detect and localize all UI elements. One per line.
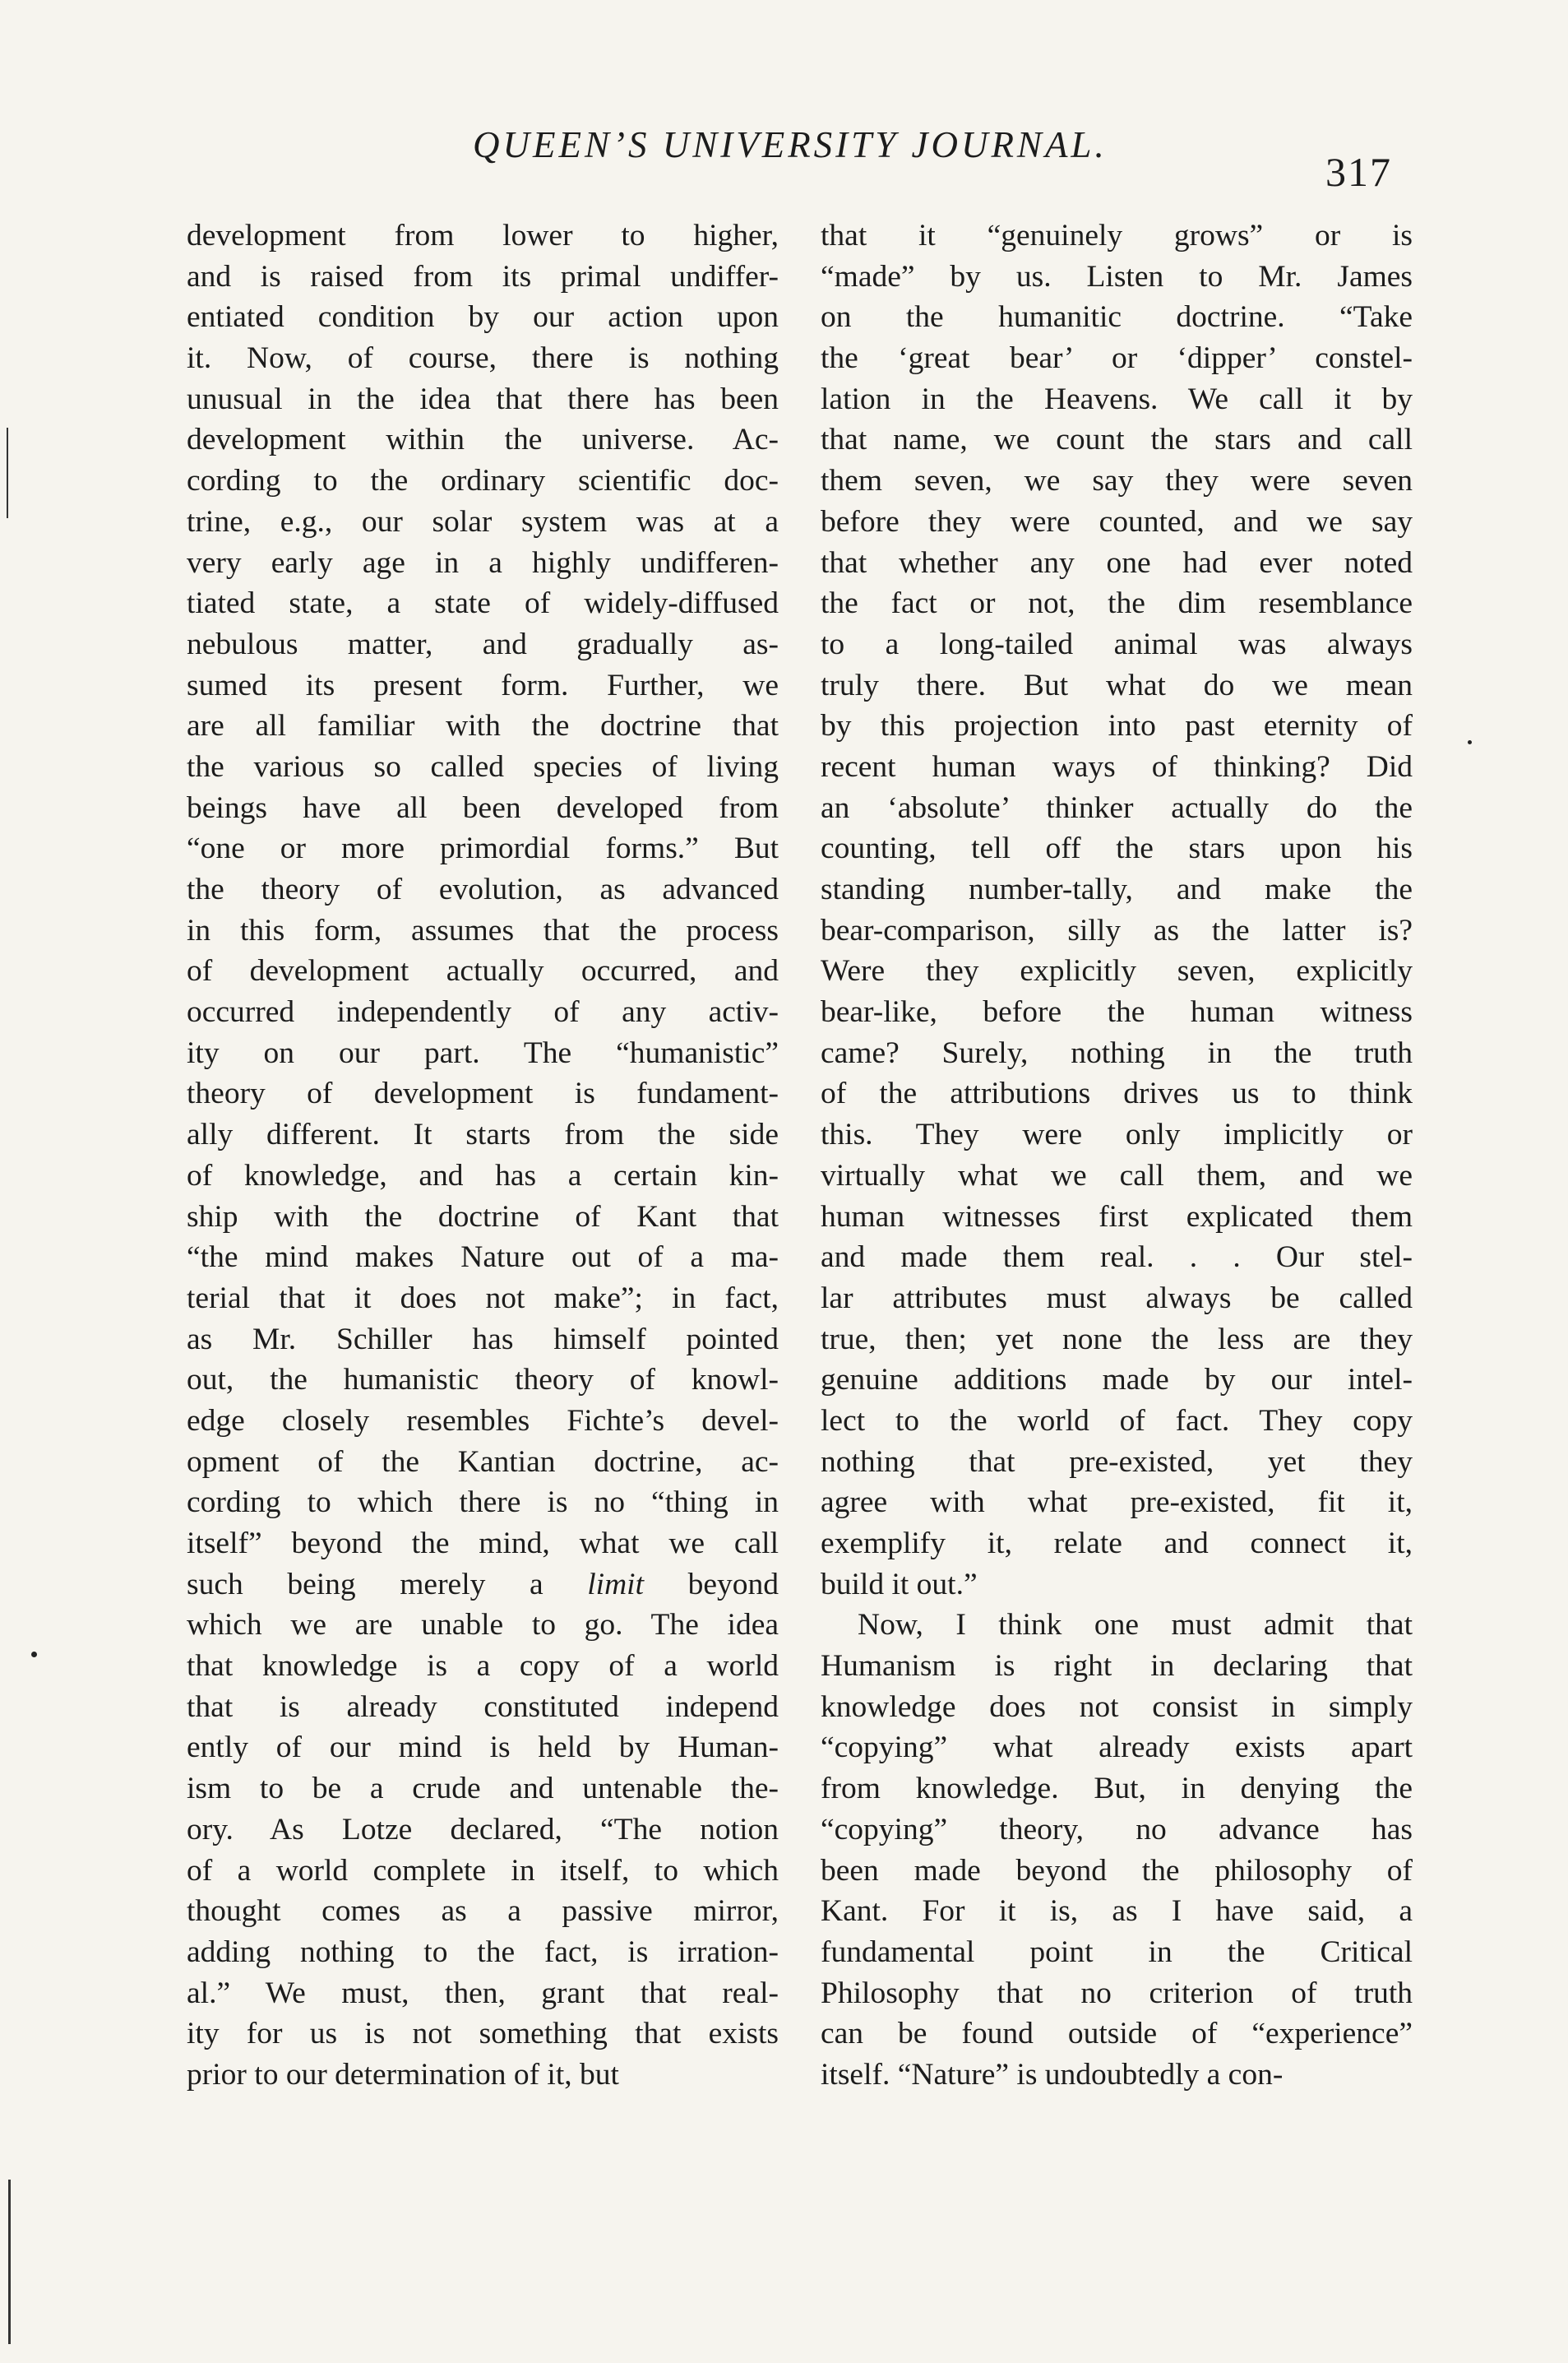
text-line: to a long-tailed animal was always (821, 627, 1413, 661)
text-line: can be found outside of “experience” (821, 2017, 1413, 2051)
text-line: on the humanitic doctrine. “Take (821, 300, 1413, 335)
text-line: tiated state, a state of widely-diffused (187, 586, 779, 621)
text-line: exemplify it, relate and connect it, (821, 1527, 1413, 1560)
text-line: of development actually occurred, and (187, 954, 779, 989)
text-line: nothing that pre-existed, yet they (821, 1444, 1413, 1479)
text-line: Were they explicitly seven, explicitly (821, 954, 1413, 989)
text-line: bear-comparison, silly as the latter is? (821, 913, 1413, 948)
text-line: lect to the world of fact. They copy (821, 1403, 1413, 1438)
text-line: ally different. It starts from the side (187, 1118, 779, 1152)
text-line: entiated condition by our action upon (187, 300, 779, 335)
text-line: and made them real. . . Our stel- (821, 1240, 1413, 1275)
text-line: build it out.” (821, 1567, 978, 1601)
right-column (821, 215, 1413, 2096)
text-line: the fact or not, the dim resemblance (821, 586, 1413, 621)
text-line: knowledge does not consist in simply (821, 1689, 1413, 1724)
text-line: sumed its present form. Further, we (187, 668, 779, 702)
page-number: 317 (1325, 149, 1392, 195)
text-line: out, the humanistic theory of knowl- (187, 1363, 779, 1397)
text-line: which we are unable to go. The idea (187, 1608, 779, 1643)
text-line: the theory of evolution, as advanced (187, 873, 779, 906)
text-line: virtually what we call them, and we (821, 1158, 1413, 1193)
print-speck (1468, 740, 1472, 744)
text-line: from knowledge. But, in denying the (821, 1772, 1413, 1806)
text-line: terial that it does not make”; in fact, (187, 1281, 779, 1315)
text-line: Philosophy that no criterion of truth (821, 1976, 1413, 2010)
text-line: that knowledge is a copy of a world (187, 1649, 779, 1684)
text-line: before they were counted, and we say (821, 504, 1413, 539)
text-line: such being merely a limit beyond (187, 1567, 779, 1601)
text-line: came? Surely, nothing in the truth (821, 1036, 1413, 1070)
text-line: this. They were only implicitly or (821, 1118, 1413, 1152)
text-line: prior to our determination of it, but (187, 2057, 619, 2092)
text-line: of a world complete in itself, to which (187, 1853, 779, 1888)
page-edge-mark (7, 428, 8, 518)
text-line: Now, I think one must admit that (858, 1608, 1413, 1643)
text-line: cording to the ordinary scientific doc- (187, 464, 779, 498)
text-line: ity for us is not something that exists (187, 2017, 779, 2051)
text-line: nebulous matter, and gradually as- (187, 627, 779, 661)
text-line: development from lower to higher, (187, 219, 779, 253)
text-line: “made” by us. Listen to Mr. James (821, 259, 1413, 294)
text-line: occurred independently of any activ- (187, 995, 779, 1030)
text-line: it. Now, of course, there is nothing (187, 341, 779, 376)
text-line: counting, tell off the stars upon his (821, 832, 1413, 866)
text-line: of the attributions drives us to think (821, 1077, 1413, 1111)
text-line: ity on our part. The “humanistic” (187, 1036, 779, 1070)
text-line: lation in the Heavens. We call it by (821, 382, 1413, 416)
text-line: that whether any one had ever noted (821, 545, 1413, 580)
text-line: human witnesses first explicated them (821, 1199, 1413, 1234)
text-line: beings have all been developed from (187, 790, 779, 825)
text-line: adding nothing to the fact, is irration- (187, 1934, 779, 1969)
text-line: al.” We must, then, grant that real- (187, 1976, 779, 2010)
text-line: “copying” theory, no advance has (821, 1812, 1413, 1846)
text-line: Humanism is right in declaring that (821, 1649, 1413, 1684)
text-line: lar attributes must always be called (821, 1281, 1413, 1315)
text-line: very early age in a highly undifferen- (187, 545, 779, 580)
text-line: “copying” what already exists apart (821, 1731, 1413, 1765)
text-line: trine, e.g., our solar system was at a (187, 504, 779, 539)
text-line: an ‘absolute’ thinker actually do the (821, 790, 1413, 825)
text-line: thought comes as a passive mirror, (187, 1894, 779, 1929)
text-line: of knowledge, and has a certain kin- (187, 1158, 779, 1193)
left-column (187, 215, 779, 2096)
text-line: and is raised from its primal undiffer- (187, 259, 779, 294)
text-line: fundamental point in the Critical (821, 1934, 1413, 1969)
text-line: theory of development is fundament- (187, 1077, 779, 1111)
text-line: by this projection into past eternity of (821, 709, 1413, 744)
running-head: QUEEN’S UNIVERSITY JOURNAL. (473, 124, 1108, 165)
text-line: been made beyond the philosophy of (821, 1853, 1413, 1888)
text-line: “one or more primordial forms.” But (187, 832, 779, 866)
page-edge-mark (8, 2180, 11, 2344)
text-line: genuine additions made by our intel- (821, 1363, 1413, 1397)
text-line: truly there. But what do we mean (821, 668, 1413, 702)
text-line: in this form, assumes that the process (187, 913, 779, 948)
text-line: itself. “Nature” is undoubtedly a con- (821, 2057, 1284, 2092)
text-line: as Mr. Schiller has himself pointed (187, 1322, 779, 1356)
print-speck (31, 1652, 37, 1657)
text-line: that is already constituted independ (187, 1689, 779, 1724)
text-line: are all familiar with the doctrine that (187, 709, 779, 744)
text-line: development within the universe. Ac- (187, 423, 779, 457)
text-line: ory. As Lotze declared, “The notion (187, 1812, 779, 1846)
text-line: standing number-tally, and make the (821, 873, 1413, 906)
text-line: that name, we count the stars and call (821, 423, 1413, 457)
text-line: edge closely resembles Fichte’s devel- (187, 1403, 779, 1438)
text-line: cording to which there is no “thing in (187, 1485, 779, 1520)
text-line: the ‘great bear’ or ‘dipper’ constel- (821, 341, 1413, 376)
text-line: them seven, we say they were seven (821, 464, 1413, 498)
text-line: recent human ways of thinking? Did (821, 749, 1413, 784)
text-line: ently of our mind is held by Human- (187, 1731, 779, 1765)
text-line: agree with what pre-existed, fit it, (821, 1485, 1413, 1520)
text-line: the various so called species of living (187, 749, 779, 784)
text-line: ism to be a crude and untenable the- (187, 1772, 779, 1806)
text-line: bear-like, before the human witness (821, 995, 1413, 1030)
emphasis-text: limit (587, 1567, 644, 1601)
text-line: true, then; yet none the less are they (821, 1322, 1413, 1356)
text-line: unusual in the idea that there has been (187, 382, 779, 416)
text-line: Kant. For it is, as I have said, a (821, 1894, 1413, 1929)
text-line: that it “genuinely grows” or is (821, 219, 1413, 253)
text-line: itself” beyond the mind, what we call (187, 1527, 779, 1560)
text-line: ship with the doctrine of Kant that (187, 1199, 779, 1234)
text-line: “the mind makes Nature out of a ma- (187, 1240, 779, 1275)
text-line: opment of the Kantian doctrine, ac- (187, 1444, 779, 1479)
